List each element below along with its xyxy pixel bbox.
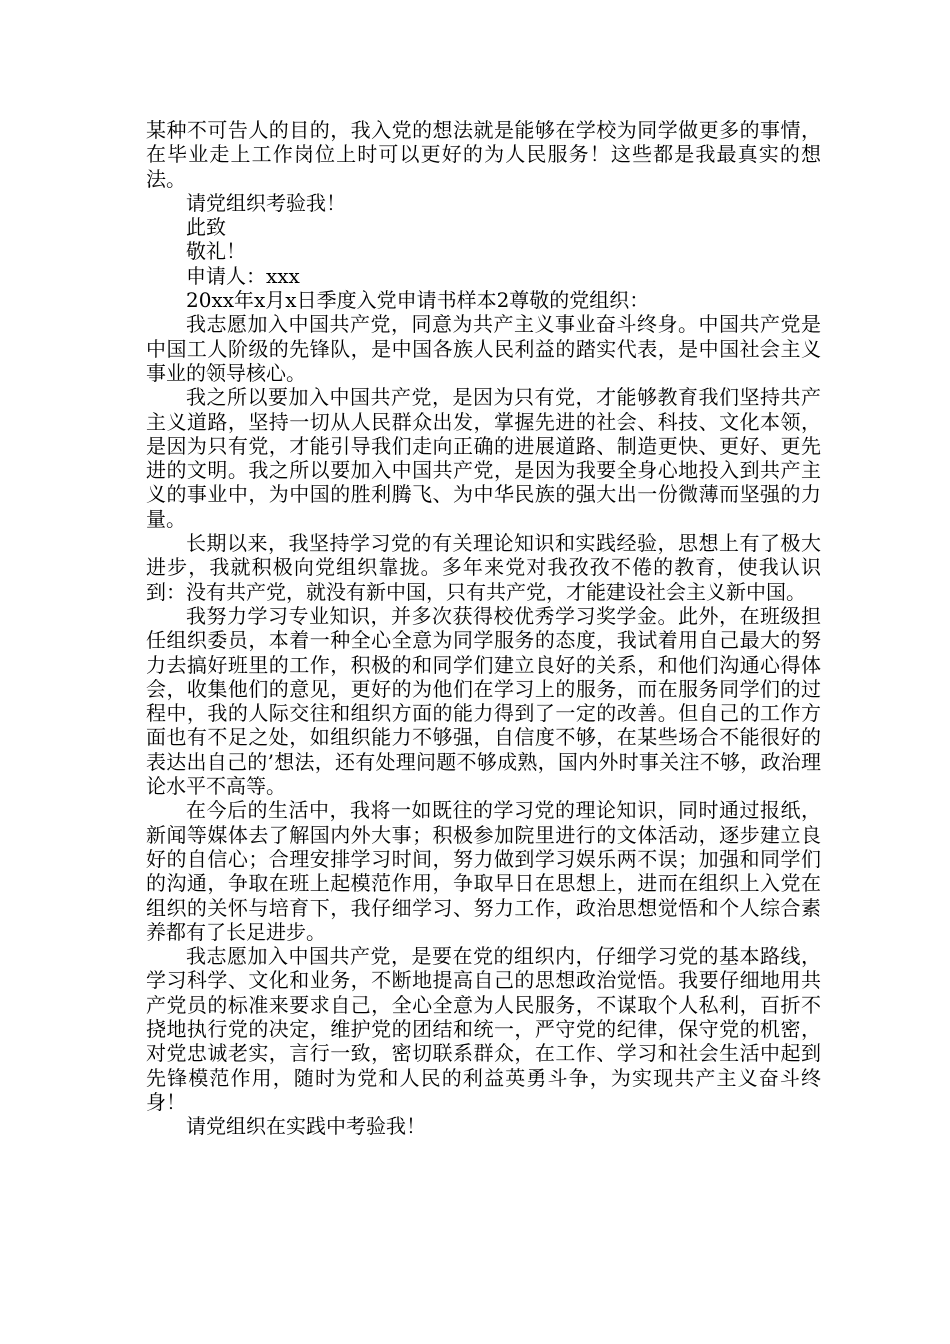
paragraph-date-title: 20xx年x月x日季度入党申请书样本2尊敬的党组织： bbox=[186, 288, 650, 313]
paragraph-body-1: 我志愿加入中国共产党，同意为共产主义事业奋斗终身。中国共产党是中国工人阶级的先锋队，是中国各族人民利益的踏实代表，是中国社会主义事业的领导核心。 bbox=[146, 312, 821, 385]
document-body bbox=[146, 118, 821, 1138]
paragraph-continuation: 某种不可告人的目的，我入党的想法就是能够在学校为同学做更多的事情，在毕业走上工作岗位上时可以更好的为人民服务！这些都是我最真实的想法。 bbox=[146, 118, 821, 191]
paragraph-salutation: 此致 bbox=[186, 215, 226, 240]
paragraph-salute: 敬礼！ bbox=[186, 239, 246, 264]
paragraph-body-6: 我志愿加入中国共产党，是要在党的组织内，仔细学习党的基本路线，学习科学、文化和业务，不断地提高自己的思想政治觉悟。我要仔细地用共产党员的标准来要求自己，全心全意为人民服务，不谋取个人私利，百折不挠地执行党的决定，维护党的团结和统一，严守党的纪律，保守党的机密，对党忠诚老实，言行一致，密切联系群众，在工作、学习和社会生活中起到先锋模范作用，随时为党和人民的利益英勇斗争，为实现共产主义奋斗终身！ bbox=[146, 944, 821, 1114]
paragraph-body-2: 我之所以要加入中国共产党，是因为只有党，才能够教育我们坚持共产主义道路，坚持一切从人民群众出发，掌握先进的社会、科技、文化本领，是因为只有党，才能引导我们走向正确的进展道路、制造更快、更好、更先进的文明。我之所以要加入中国共产党，是因为我要全身心地投入到共产主义的事业中，为中国的胜利腾飞、为中华民族的强大出一份微薄而坚强的力量。 bbox=[146, 385, 821, 531]
paragraph-applicant: 申请人：xxx bbox=[186, 263, 300, 288]
paragraph-body-3: 长期以来，我坚持学习党的有关理论知识和实践经验，思想上有了极大进步，我就积极向党组织靠拢。多年来党对我孜孜不倦的教育，使我认识到：没有共产党，就没有新中国，只有共产党，才能建设社会主义新中国。 bbox=[146, 531, 821, 604]
paragraph-body-4: 我努力学习专业知识，并多次获得校优秀学习奖学金。此外，在班级担任组织委员，本着一种全心全意为同学服务的态度，我试着用自己最大的努力去搞好班里的工作，积极的和同学们建立良好的关系，和他们沟通心得体会，收集他们的意见，更好的为他们在学习上的服务，而在服务同学们的过程中，我的人际交往和组织方面的能力得到了一定的改善。但自己的工作方面也有不足之处，如组织能力不够强，自信度不够，在某些场合不能很好的表达出自己的’想法，还有处理问题不够成熟，国内外时事关注不够，政治理论水平不高等。 bbox=[146, 603, 821, 799]
paragraph-closing: 请党组织在实践中考验我！ bbox=[186, 1114, 426, 1139]
paragraph-body-5: 在今后的生活中，我将一如既往的学习党的理论知识，同时通过报纸，新闻等媒体去了解国内外大事；积极参加院里进行的文体活动，逐步建立良好的自信心；合理安排学习时间，努力做到学习娱乐两不误；加强和同学们的沟通，争取在班上起模范作用，争取早日在思想上，进而在组织上入党在组织的关怀与培育下，我仔细学习、努力工作，政治思想觉悟和个人综合素养都有了长足进步。 bbox=[146, 798, 821, 944]
paragraph-request-test: 请党组织考验我！ bbox=[186, 190, 346, 215]
